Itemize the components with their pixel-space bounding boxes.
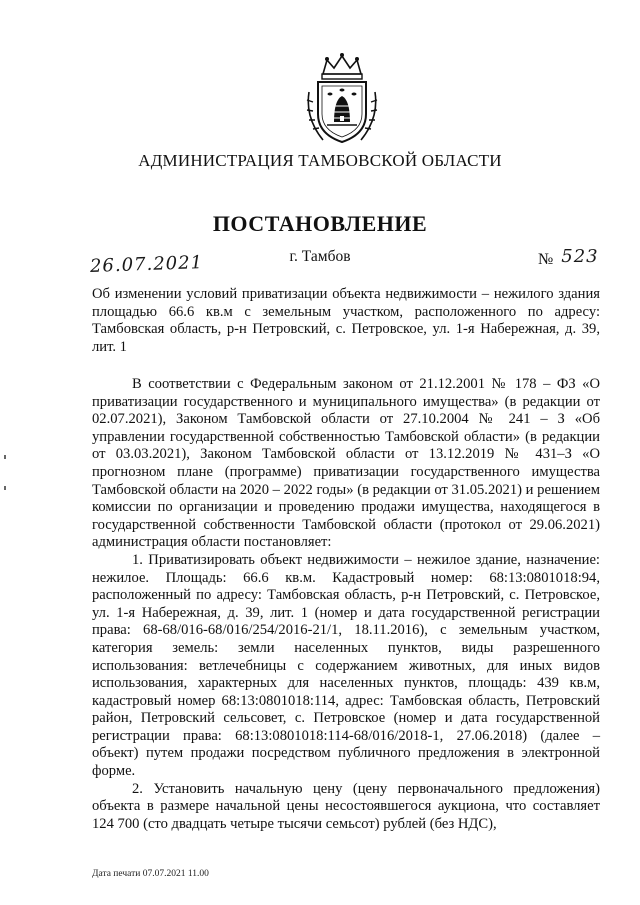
document-subject: Об изменении условий приватизации объекта недвижимости – нежилого здания площадью 66.6 кв.м с земельным участком, расположенного по адресу: Тамбовская область, р-н Петровский, с. Петровское, ул. 1-я Набережная, д. 39, лит. 1 <box>92 286 600 355</box>
document-body <box>92 376 600 833</box>
tambov-coat-of-arms-icon <box>303 52 381 148</box>
document-type-title: ПОСТАНОВЛЕНИЕ <box>212 211 428 236</box>
handwritten-number: 523 <box>561 246 599 267</box>
scan-margin-mark <box>4 486 6 490</box>
handwritten-date: 26.07.2021 <box>89 252 204 277</box>
document-meta-row <box>0 246 640 277</box>
print-date-footer: Дата печати 07.07.2021 11.00 <box>92 869 209 879</box>
document-number <box>538 246 599 269</box>
city-label: г. Тамбов <box>289 248 351 265</box>
clause-paragraph-2: 2. Установить начальную цену (цену первоначального предложения) объекта в размере начальной цены несостоявшегося аукциона, что составляет 124 700 (сто двадцать четыре тысячи семьсот) рублей (без НДС), <box>92 780 600 832</box>
number-prefix: № <box>538 251 554 268</box>
clause-paragraph-1: 1. Приватизировать объект недвижимости – нежилое здание, назначение: нежилое. Площадь: 66.6 кв.м. Кадастровый номер: 68:13:0801018:94, расположенный по адресу: Тамбовская область, р-н Петровский, с. Петровское, ул. 1-я Набережная, д. 39, лит. 1 (номер и дата государственной регистрации права: 68-68/016-68/016/254/2016-21/1, 18.11.2016), с земельным участком, категория земель: земли населенных пунктов, виды разрешенного использования: ветлечебницы с содержанием животных, для иных видов использования, характерных для населенных пунктов, площадь: 439 кв.м, кадастровый номер 68:13:0801018:114, адрес: Тамбовская область, Петровский район, Петровский сельсовет, с. Петровское (номер и дата государственной регистрации права: 68:13:0801018:114-68/016/2018-1, 27.06.2018) (далее – объект) путем продажи посредством публичного предложения в электронной форме. <box>92 551 600 780</box>
preamble-paragraph: В соответствии с Федеральным законом от 21.12.2001 № 178 – ФЗ «О приватизации государственного и муниципального имущества» (в редакции от 02.07.2021), Законом Тамбовской области от 27.10.2004 № 241 – З «Об управлении государственной собственностью Тамбовской области» (в редакции от 03.03.2021), Законом Тамбовской области от 13.12.2019 № 431–З «О прогнозном плане (программе) приватизации государственного имущества Тамбовской области на 2020 – 2022 годы» (в редакции от 31.05.2021) и решением комиссии по организации и проведению продажи имущества, находящегося в государственной собственности Тамбовской области (протокол от 29.06.2021) администрация области постановляет: <box>92 376 600 551</box>
organization-title: АДМИНИСТРАЦИЯ ТАМБОВСКОЙ ОБЛАСТИ <box>138 151 502 170</box>
scan-margin-mark <box>4 455 6 459</box>
